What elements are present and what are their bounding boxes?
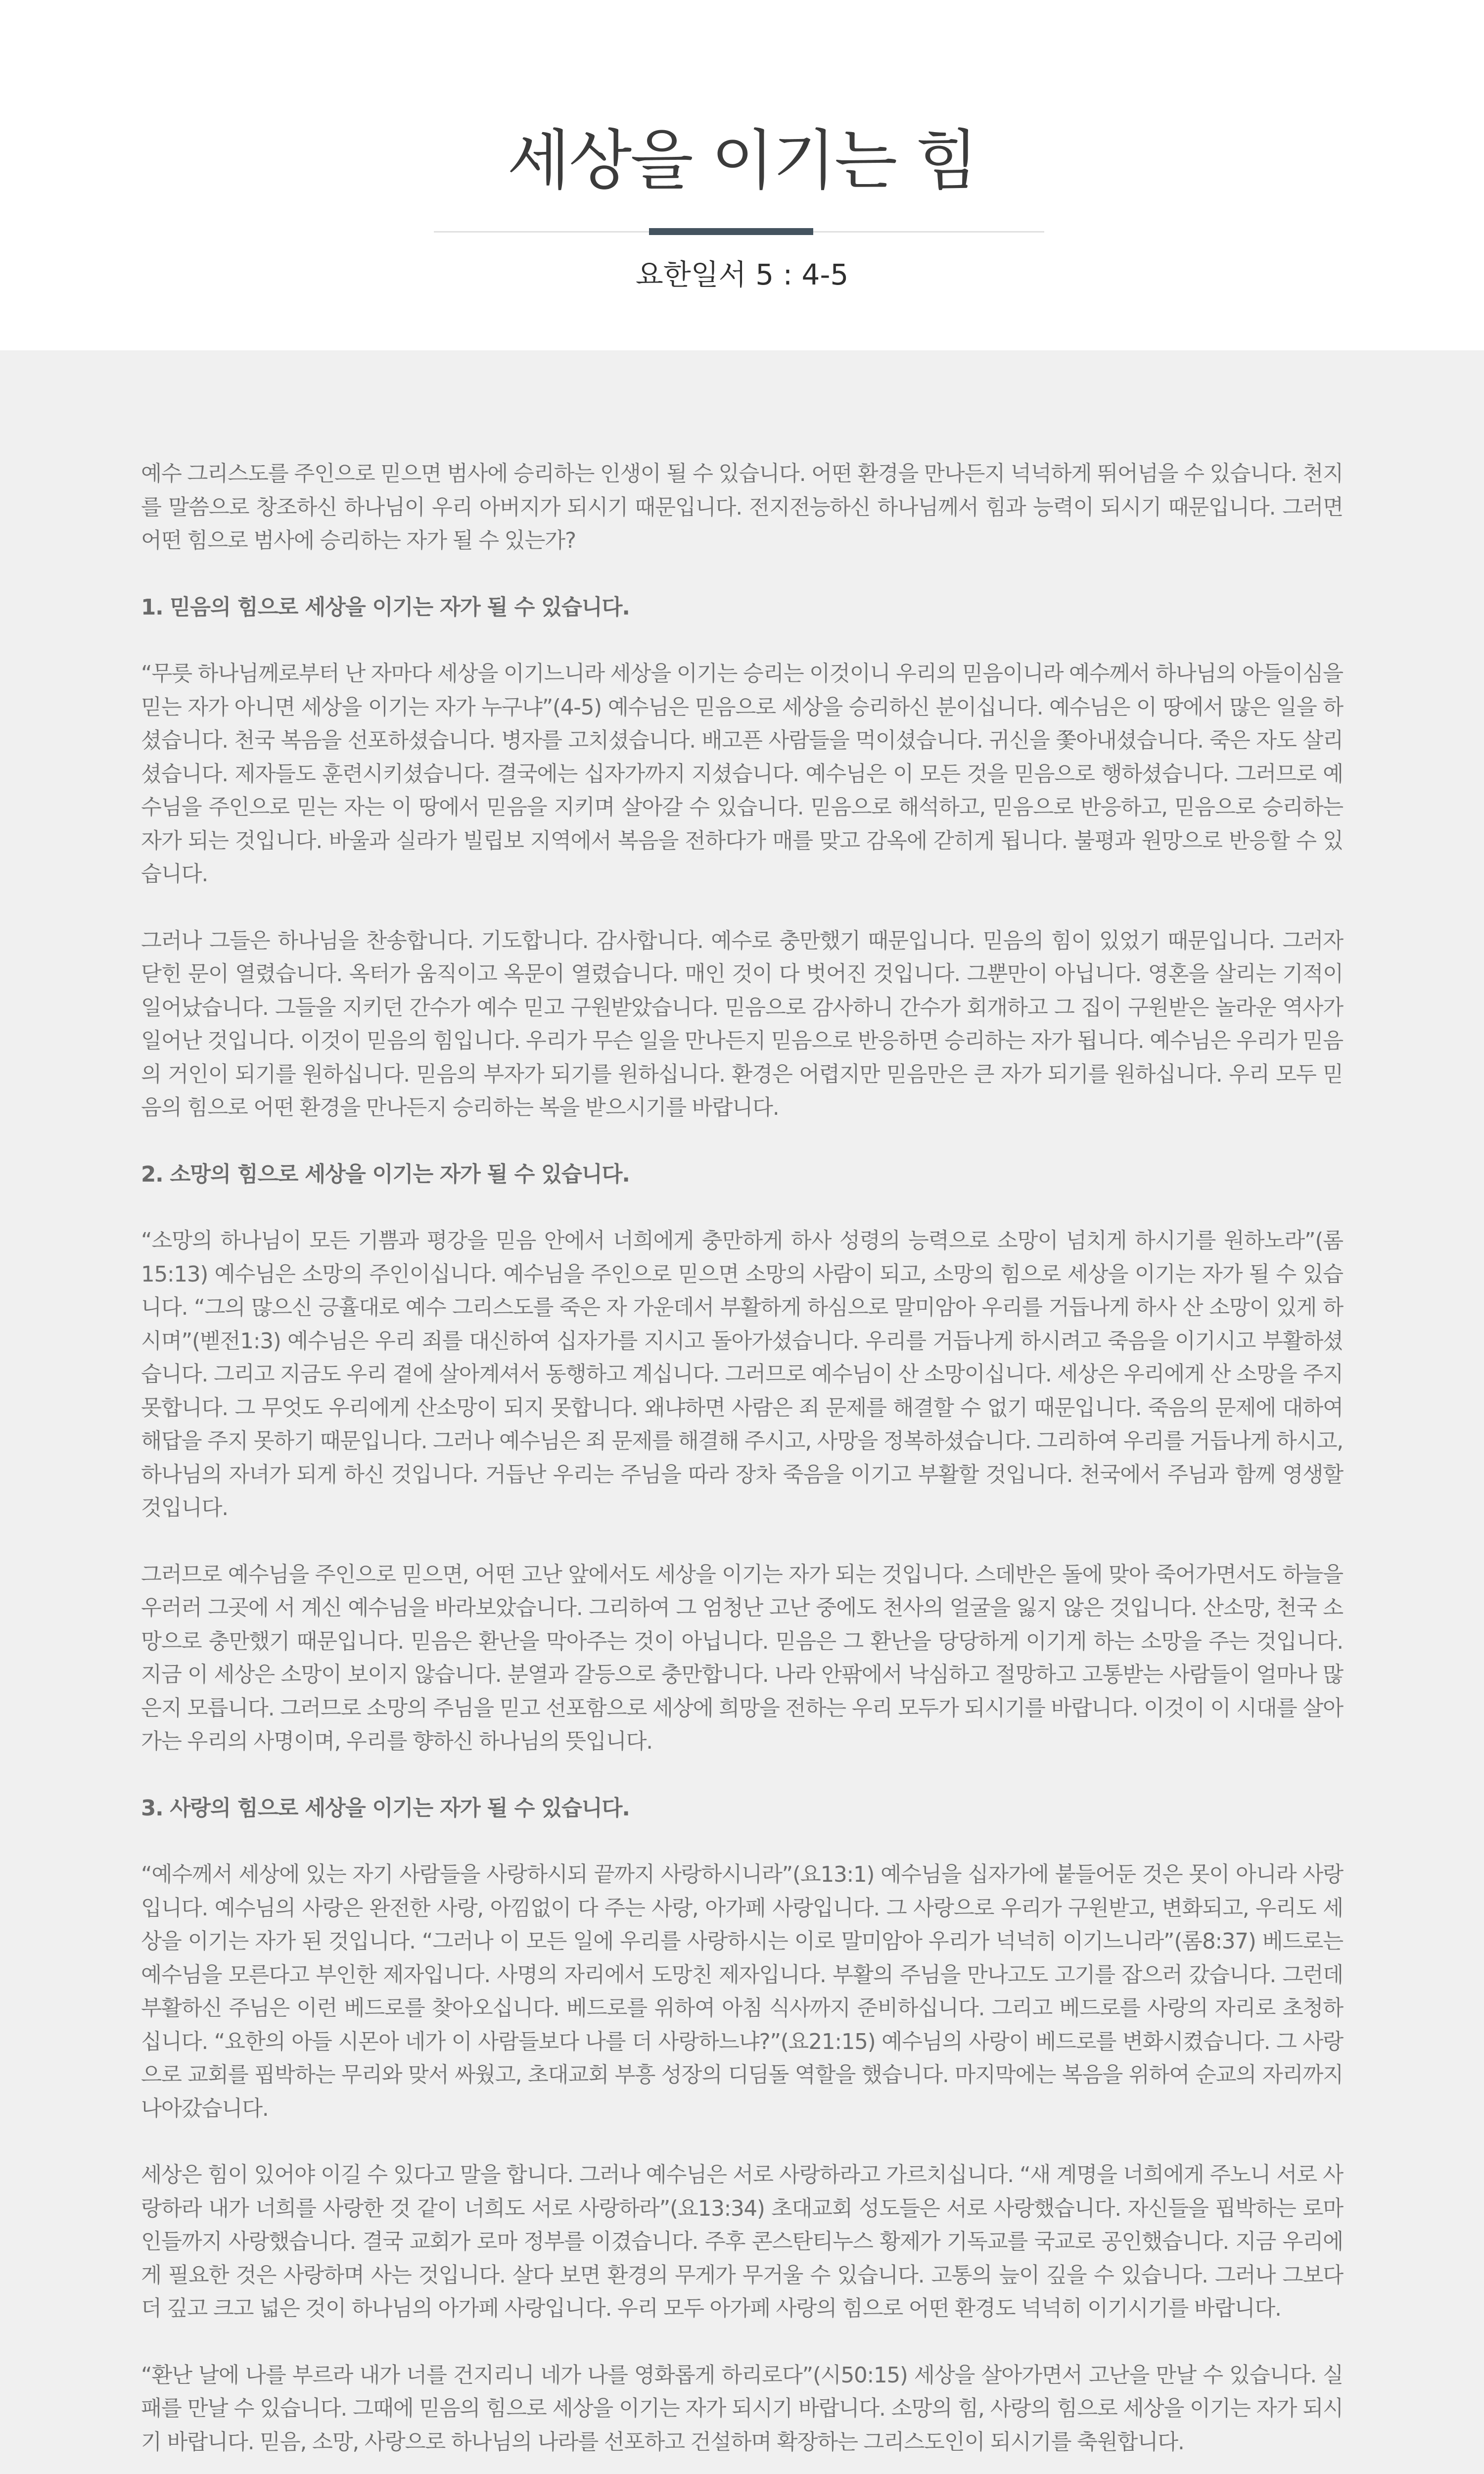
page-title: 세상을 이기는 힘	[507, 123, 977, 199]
section-2-paragraph-1: “소망의 하나님이 모든 기쁨과 평강을 믿음 안에서 너희에게 충만하게 하사 성령의 능력으로 소망이 넘치게 하시기를 원하노라”(롬15:13) 예수님은 소망의 주인이십니다. 예수님을 주인으로 믿으면 소망의 사람이 되고, 소망의 힘으로 세상을 이기는 자가 될 수 있습니다. “그의 많으신 긍휼대로 예수 그리스도를 죽은 자 가운데서 부활하게 하심으로 말미암아 우리를 거듭나게 하사 산 소망이 있게 하시며”(벧전1:3) 예수님은 우리 죄를 대신하여 십자가를 지시고 돌아가셨습니다. 우리를 거듭나게 하시려고 죽음을 이기시고 부활하셨습니다. 그리고 지금도 우리 곁에 살아계셔서 동행하고 계십니다. 그러므로 예수님이 산 소망이십니다. 세상은 우리에게 산 소망을 주지 못합니다. 그 무엇도 우리에게 산소망이 되지 못합니다. 왜냐하면 사람은 죄 문제를 해결할 수 없기 때문입니다. 죽음의 문제에 대하여 해답을 주지 못하기 때문입니다. 그러나 예수님은 죄 문제를 해결해 주시고, 사망을 정복하셨습니다. 그리하여 우리를 거듭나게 하시고, 하나님의 자녀가 되게 하신 것입니다. 거듭난 우리는 주님을 따라 장차 죽음을 이기고 부활할 것입니다. 천국에서 주님과 함께 영생할 것입니다.	[141, 1229, 1343, 1521]
page-header	[0, 0, 1484, 350]
section-3-paragraph-2: 세상은 힘이 있어야 이길 수 있다고 말을 합니다. 그러나 예수님은 서로 사랑하라고 가르치십니다. “새 계명을 너희에게 주노니 서로 사랑하라 내가 너희를 사랑한 것 같이 너희도 서로 사랑하라”(요13:34) 초대교회 성도들은 서로 사랑했습니다. 자신들을 핍박하는 로마인들까지 사랑했습니다. 결국 교회가 로마 정부를 이겼습니다. 주후 콘스탄티누스 황제가 기독교를 국교로 공인했습니다. 지금 우리에게 필요한 것은 사랑하며 사는 것입니다. 살다 보면 환경의 무게가 무거울 수 있습니다. 고통의 늪이 깊을 수 있습니다. 그러나 그보다 더 깊고 크고 넓은 것이 하나님의 아가페 사랑입니다. 우리 모두 아가페 사랑의 힘으로 어떤 환경도 넉넉히 이기시기를 바랍니다.	[141, 2163, 1343, 2321]
section-heading-3: 3. 사랑의 힘으로 세상을 이기는 자가 될 수 있습니다.	[141, 1796, 630, 1821]
sermon-body	[141, 458, 1343, 2474]
section-3-paragraph-1: “예수께서 세상에 있는 자기 사람들을 사랑하시되 끝까지 사랑하시니라”(요13:1) 예수님을 십자가에 붙들어둔 것은 못이 아니라 사랑입니다. 예수님의 사랑은 완전한 사랑, 아낌없이 다 주는 사랑, 아가페 사랑입니다. 그 사랑으로 우리가 구원받고, 변화되고, 우리도 세상을 이기는 자가 된 것입니다. “그러나 이 모든 일에 우리를 사랑하시는 이로 말미암아 우리가 넉넉히 이기느니라”(롬8:37) 베드로는 예수님을 모른다고 부인한 제자입니다. 사명의 자리에서 도망친 제자입니다. 부활의 주님을 만나고도 고기를 잡으러 갔습니다. 그런데 부활하신 주님은 이런 베드로를 찾아오십니다. 베드로를 위하여 아침 식사까지 준비하십니다. 그리고 베드로를 사랑의 자리로 초청하십니다. “요한의 아들 시몬아 네가 이 사람들보다 나를 더 사랑하느냐?”(요21:15) 예수님의 사랑이 베드로를 변화시켰습니다. 그 사랑으로 교회를 핍박하는 무리와 맞서 싸웠고, 초대교회 부흥 성장의 디딤돌 역할을 했습니다. 마지막에는 복음을 위하여 순교의 자리까지 나아갔습니다.	[141, 1862, 1343, 2121]
section-2-paragraph-2: 그러므로 예수님을 주인으로 믿으면, 어떤 고난 앞에서도 세상을 이기는 자가 되는 것입니다. 스데반은 돌에 맞아 죽어가면서도 하늘을 우러러 그곳에 서 계신 예수님을 바라보았습니다. 그리하여 그 엄청난 고난 중에도 천사의 얼굴을 잃지 않은 것입니다. 산소망, 천국 소망으로 충만했기 때문입니다. 믿음은 환난을 막아주는 것이 아닙니다. 믿음은 그 환난을 당당하게 이기게 하는 소망을 주는 것입니다. 지금 이 세상은 소망이 보이지 않습니다. 분열과 갈등으로 충만합니다. 나라 안팎에서 낙심하고 절망하고 고통받는 사람들이 얼마나 많은지 모릅니다. 그러므로 소망의 주님을 믿고 선포함으로 세상에 희망을 전하는 우리 모두가 되시기를 바랍니다. 이것이 이 시대를 살아가는 우리의 사명이며, 우리를 향하신 하나님의 뜻입니다.	[141, 1562, 1343, 1754]
section-1-paragraph-2: 그러나 그들은 하나님을 찬송합니다. 기도합니다. 감사합니다. 예수로 충만했기 때문입니다. 믿음의 힘이 있었기 때문입니다. 그러자 닫힌 문이 열렸습니다. 옥터가 움직이고 옥문이 열렸습니다. 매인 것이 다 벗어진 것입니다. 그뿐만이 아닙니다. 영혼을 살리는 기적이 일어났습니다. 그들을 지키던 간수가 예수 믿고 구원받았습니다. 믿음으로 감사하니 간수가 회개하고 그 집이 구원받은 놀라운 역사가 일어난 것입니다. 이것이 믿음의 힘입니다. 우리가 무슨 일을 만나든지 믿음으로 반응하면 승리하는 자가 됩니다. 예수님은 우리가 믿음의 거인이 되기를 원하십니다. 믿음의 부자가 되기를 원하십니다. 환경은 어렵지만 믿음만은 큰 자가 되기를 원하십니다. 우리 모두 믿음의 힘으로 어떤 환경을 만나든지 승리하는 복을 받으시기를 바랍니다.	[141, 928, 1343, 1120]
section-1-paragraph-1: “무릇 하나님께로부터 난 자마다 세상을 이기느니라 세상을 이기는 승리는 이것이니 우리의 믿음이니라 예수께서 하나님의 아들이심을 믿는 자가 아니면 세상을 이기는 자가 누구냐”(4-5) 예수님은 믿음으로 세상을 승리하신 분이십니다. 예수님은 이 땅에서 많은 일을 하셨습니다. 천국 복음을 선포하셨습니다. 병자를 고치셨습니다. 배고픈 사람들을 먹이셨습니다. 귀신을 쫓아내셨습니다. 죽은 자도 살리셨습니다. 제자들도 훈련시키셨습니다. 결국에는 십자가까지 지셨습니다. 예수님은 이 모든 것을 믿음으로 행하셨습니다. 그러므로 예수님을 주인으로 믿는 자는 이 땅에서 믿음을 지키며 살아갈 수 있습니다. 믿음으로 해석하고, 믿음으로 반응하고, 믿음으로 승리하는 자가 되는 것입니다. 바울과 실라가 빌립보 지역에서 복음을 전하다가 매를 맞고 감옥에 갇히게 됩니다. 불평과 원망으로 반응할 수 있습니다.	[141, 662, 1343, 887]
title-divider-accent	[649, 228, 813, 235]
scripture-reference: 요한일서 5 : 4-5	[635, 258, 849, 291]
section-heading-2: 2. 소망의 힘으로 세상을 이기는 자가 될 수 있습니다.	[141, 1162, 630, 1187]
intro-paragraph: 예수 그리스도를 주인으로 믿으면 범사에 승리하는 인생이 될 수 있습니다. 어떤 환경을 만나든지 넉넉하게 뛰어넘을 수 있습니다. 천지를 말씀으로 창조하신 하나님이 우리 아버지가 되시기 때문입니다. 전지전능하신 하나님께서 힘과 능력이 되시기 때문입니다. 그러면 어떤 힘으로 범사에 승리하는 자가 될 수 있는가?	[141, 462, 1343, 553]
section-heading-1: 1. 믿음의 힘으로 세상을 이기는 자가 될 수 있습니다.	[141, 595, 630, 620]
section-3-paragraph-3: “환난 날에 나를 부르라 내가 너를 건지리니 네가 나를 영화롭게 하리로다”(시50:15) 세상을 살아가면서 고난을 만날 수 있습니다. 실패를 만날 수 있습니다. 그때에 믿음의 힘으로 세상을 이기는 자가 되시기 바랍니다. 소망의 힘, 사랑의 힘으로 세상을 이기는 자가 되시기 바랍니다. 믿음, 소망, 사랑으로 하나님의 나라를 선포하고 건설하며 확장하는 그리스도인이 되시기를 축원합니다.	[141, 2363, 1343, 2455]
